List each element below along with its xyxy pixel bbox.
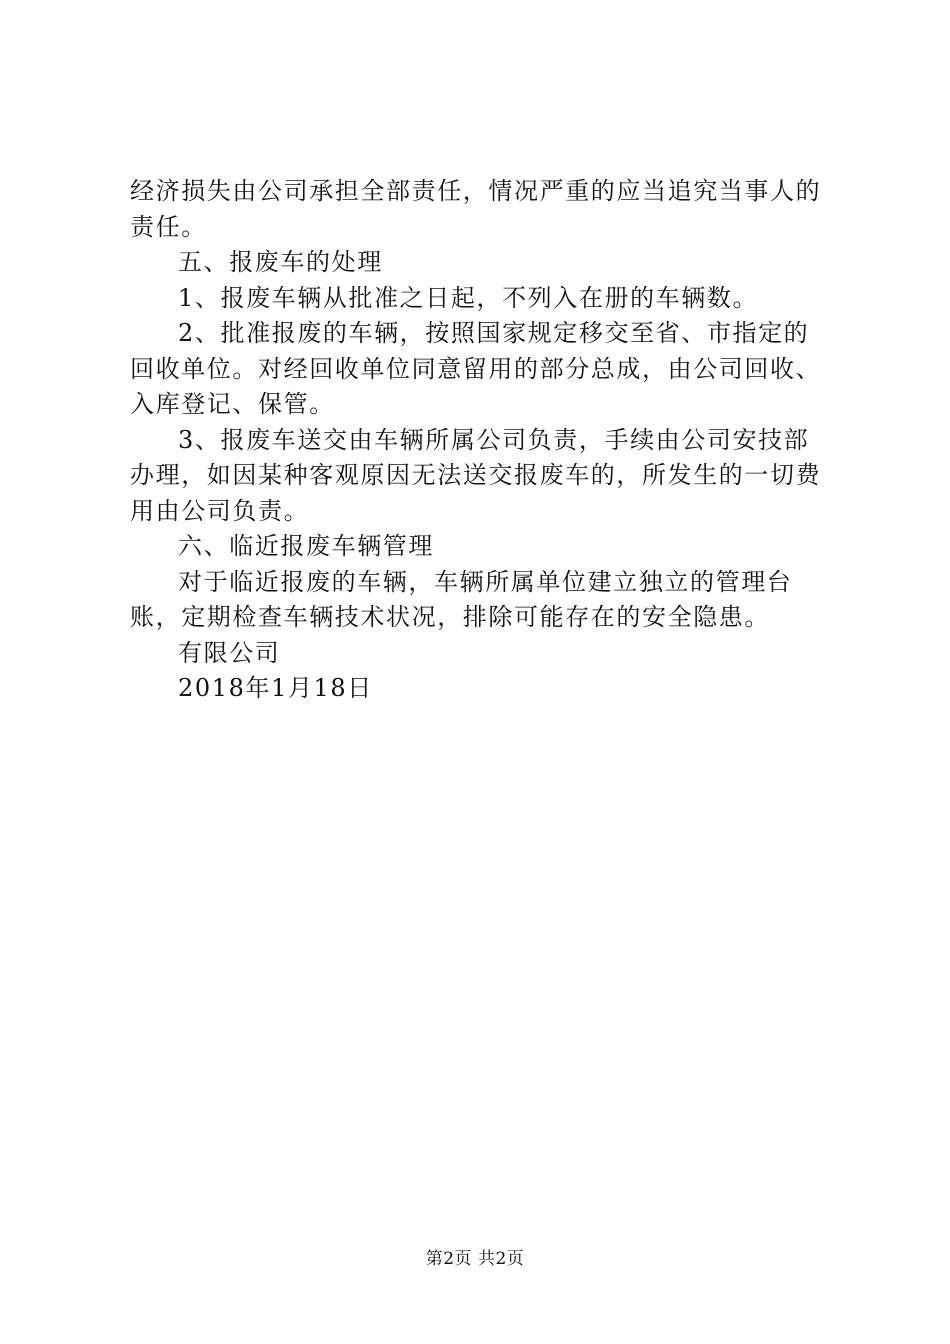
paragraph-continuation: 经济损失由公司承担全部责任，情况严重的应当追究当事人的责任。	[130, 177, 822, 241]
page-number-footer: 第2页 共2页	[425, 1249, 525, 1269]
signature-company: 有限公司	[178, 638, 281, 667]
paragraph-section-6: 对于临近报废的车辆，车辆所属单位建立独立的管理台账，定期检查车辆技术状况，排除可能存在的安全隐患。	[130, 567, 793, 631]
paragraph-item-1: 1、报废车辆从批准之日起，不列入在册的车辆数。	[178, 283, 759, 312]
signature-date: 2018年1月18日	[178, 674, 373, 702]
paragraph-item-2: 2、批准报废的车辆，按照国家规定移交至省、市指定的回收单位。对经回收单位同意留用的部分总成，由公司回收、入库登记、保管。	[130, 319, 822, 418]
document-body	[130, 174, 830, 707]
paragraph-item-3: 3、报废车送交由车辆所属公司负责，手续由公司安技部办理，如因某种客观原因无法送交报废车的，所发生的一切费用由公司负责。	[130, 425, 822, 525]
section-heading-5: 五、报废车的处理	[178, 248, 383, 276]
section-heading-6: 六、临近报废车辆管理	[178, 532, 434, 560]
